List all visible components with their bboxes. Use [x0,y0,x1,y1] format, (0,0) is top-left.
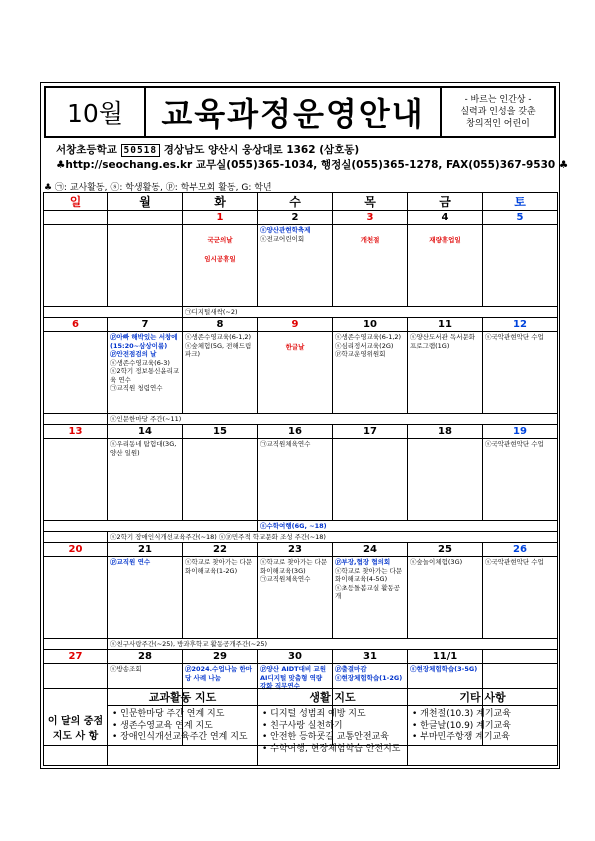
event-item: ⓢ생존수영교육(6-1,2) [185,333,252,341]
events-row [44,439,558,521]
day-cell [483,439,558,521]
weekday-sat: 토 [483,193,558,211]
day-cell [44,225,108,307]
event-item: ⓢ숲체험(5G, 전해드림파크) [185,341,252,358]
date-number: 8 [183,318,258,332]
date-number: 9 [258,318,333,332]
day-cell [108,439,183,521]
header [44,86,556,138]
weekday-mon: 월 [108,193,183,211]
event-item: 재량휴업일 [429,236,461,244]
event-item: ⓢ방송조회 [110,665,142,673]
date-number: 10 [333,318,408,332]
event-item: ⓢ학교로 찾아가는 다문화이해교육(4-5G) [335,566,403,583]
school-motto [442,88,554,136]
event-item: ⓟ아빠 해박있는 서창에(15:20~삼상이룸) [110,333,178,350]
guidance-item: • 한글날(10.9) 계기교육 [412,720,511,731]
date-number: 6 [44,318,108,332]
event-item: ㉠교직원 청렴연수 [110,384,163,392]
date-number: 5 [483,211,558,225]
date-number: 18 [408,425,483,439]
day-cell [183,225,258,307]
school-contact: ♣http://seochang.es.kr 교무실(055)365-1034, 행정실(055)365-1278, FAX(055)367-9530 ♣ [56,159,569,171]
event-item: ⓢ현장체험학습(3-5G) [410,665,478,673]
date-number: 30 [258,650,333,664]
guidance-item: • 장애인식개선교육주간 연계 지도 [112,732,248,742]
guidance-item: • 생존수영교육 연계 지도 [112,720,213,731]
date-number: 27 [44,650,108,664]
event-item: ⓢ국악관현악단 수업 [485,558,544,566]
guidance-header-row [44,689,558,706]
date-number: 4 [408,211,483,225]
date-number [44,211,108,225]
date-number: 16 [258,425,333,439]
date-number: 31 [333,650,408,664]
day-cell [408,439,483,521]
date-number: 22 [183,543,258,557]
day-cell [408,557,483,639]
week-bar-row [44,414,558,425]
month-label: 10월 [46,88,146,136]
guidance-items-row [44,706,558,766]
event-item: ⓢ양산관현학축제 [260,226,311,234]
school-info [56,143,569,172]
event-item: ⓢ심리정서교육(2G) [335,341,394,350]
date-number: 11/1 [408,650,483,664]
event-item: ⓢ학교로 찾아가는 다문화이해교육(3G) [260,558,328,575]
guidance-item: • 디지털 성범죄 예방 지도 [262,709,366,719]
week-bar-row [44,639,558,650]
week-event-bar: ⓢ친구사랑주간(~25), 방과후학교 활동공개주간(~25) [108,639,558,650]
day-cell [408,332,483,414]
events-row [44,557,558,639]
multi-day-event: ㉠디지털새싹(~2) [183,307,558,318]
bar-spacer [44,307,183,318]
date-number: 23 [258,543,333,557]
inner-bar-row [44,521,558,532]
guidance-items [258,706,408,766]
event-item: ⓟ안전점검의 날 [110,350,157,358]
school-name: 서창초등학교 [56,144,117,156]
weekday-wed: 수 [258,193,333,211]
event-item: ⓢ전교어린이회 [260,234,305,243]
school-address-line [56,143,550,158]
calendar-table [43,192,558,746]
event-item: ⓢ생존수영교육(6-1,2) [335,333,402,341]
date-number [108,211,183,225]
day-cell [44,557,108,639]
day-cell [108,557,183,639]
date-number: 7 [108,318,183,332]
day-cell [333,225,408,307]
guidance-col-title: 교과활동 지도 [108,689,258,706]
day-cell [483,332,558,414]
event-item: ㉠교직원체육연수 [260,440,311,448]
guidance-item: • 수학여행, 현장체험학습 안전지도 [262,743,401,754]
event-item: ⓢ2학기 정보통신윤리교육 연수 [110,367,180,384]
day-cell [483,225,558,307]
legend: ♣ ㉠: 교사활동, ⓢ: 학생활동, ⓟ: 학부모회 활동, G: 학년 [44,183,272,193]
multi-day-event: ⓢ수학여행(6G, ~18) [258,521,558,532]
event-item: ⓟ출결마감 [335,665,367,673]
date-number: 1 [183,211,258,225]
date-number: 11 [408,318,483,332]
date-row [44,650,558,664]
weekday-header-row [44,193,558,211]
events-row [44,225,558,307]
weekday-fri: 금 [408,193,483,211]
day-cell [183,439,258,521]
guidance-items [108,706,258,766]
day-cell [258,557,333,639]
date-number: 26 [483,543,558,557]
guidance-col-title: 생활 지도 [258,689,408,706]
date-number: 13 [44,425,108,439]
date-number: 25 [408,543,483,557]
event-item: ⓢ양산도서관 독서문화프로그램(1G) [410,333,476,350]
date-row [44,543,558,557]
event-item: ㉠교직원체육연수 [260,575,311,583]
guidance-item: • 개천절(10.3) 계기교육 [412,709,511,719]
event-item: 개천절 [360,236,380,244]
guidance-col-title: 기타 사항 [408,689,558,706]
motto-line: - 바르는 인간상 - [464,95,532,105]
guidance-table [43,688,558,766]
guidance-item: • 친구사랑 실천하기 [262,720,343,731]
event-item: 임시공휴일 [204,254,236,263]
date-number: 15 [183,425,258,439]
motto-line: 실력과 인성을 갖춘 [460,107,536,117]
event-item: ⓟ양산 AIDT대비 교원 AI디지털 맞춤형 역량 강화 직무연수 [260,665,326,690]
date-number: 28 [108,650,183,664]
event-item: 국군의날 [207,236,233,244]
day-cell [183,557,258,639]
guidance-item: • 부마민주항쟁 계기교육 [412,732,510,742]
day-cell [333,332,408,414]
date-row [44,318,558,332]
event-item: ⓢ국악관현악단 수업 [485,440,544,448]
event-item: ⓢ우리동네 탐험대(3G, 양산 일원) [110,440,177,457]
bar-spacer [44,532,108,543]
event-item: ⓢ숲놀이체험(3G) [410,558,463,566]
date-row [44,425,558,439]
motto-line: 창의적인 어린이 [466,119,530,129]
date-row [44,211,558,225]
bar-spacer [44,521,258,532]
event-item: ⓟ학교운영위원회 [335,350,386,358]
guidance-items [408,706,558,766]
event-item: ⓢ생존수영교육(6-3) [110,358,170,367]
day-cell [483,557,558,639]
day-cell [183,332,258,414]
event-item: ⓟ부장,협장 협의회 [335,558,391,566]
guidance-row-label: 이 달의 중점지도 사 항 [44,689,108,766]
day-cell [258,225,333,307]
week-event-bar: ⓢ인문한마당 주간(~11) [108,414,558,425]
event-item: ⓢ국악관현악단 수업 [485,333,544,341]
day-cell [333,557,408,639]
event-item: ⓟ교직원 연수 [110,558,151,566]
date-number: 17 [333,425,408,439]
day-cell [258,439,333,521]
weekday-sun: 일 [44,193,108,211]
day-cell [108,225,183,307]
date-number: 24 [333,543,408,557]
day-cell [333,439,408,521]
event-item: ⓢ초등돌봄교실 활동공개 [335,583,401,600]
inner-bar-row [44,307,558,318]
day-cell [44,439,108,521]
day-cell [108,332,183,414]
bar-spacer [44,639,108,650]
weekday-thu: 목 [333,193,408,211]
date-number: 21 [108,543,183,557]
date-number: 3 [333,211,408,225]
date-number: 19 [483,425,558,439]
page-title: 교육과정운영안내 [146,88,442,136]
guidance-item: • 인문한마당 주간 연계 지도 [112,709,225,719]
day-cell [408,225,483,307]
bar-spacer [44,414,108,425]
date-number: 14 [108,425,183,439]
events-row [44,332,558,414]
date-number: 20 [44,543,108,557]
day-cell [258,332,333,414]
date-number: 2 [258,211,333,225]
date-number: 29 [183,650,258,664]
date-number [483,650,558,664]
weekday-tue: 화 [183,193,258,211]
date-number: 12 [483,318,558,332]
week-bar-row [44,532,558,543]
guidance-item: • 안전한 등하굣길 교통안전교육 [262,732,389,742]
week-event-bar: ⓢ2학기 장애인식개선교육주간(~18) ⓢⓟ민주적 학교문화 조성 주간(~18) [108,532,558,543]
school-address: 경상남도 양산시 웅상대로 1362 (삼호동) [163,144,360,156]
event-item: ⓢ현장체험학습(1-2G) [335,673,403,682]
event-item: ⓟ2024.수업나눔 한마당 사례 나눔 [185,665,252,682]
event-item: 한글날 [285,343,305,351]
zip-code: 50518 [121,144,161,157]
event-item: ⓢ학교로 찾아가는 다문화이해교육(1-2G) [185,558,253,575]
day-cell [44,332,108,414]
